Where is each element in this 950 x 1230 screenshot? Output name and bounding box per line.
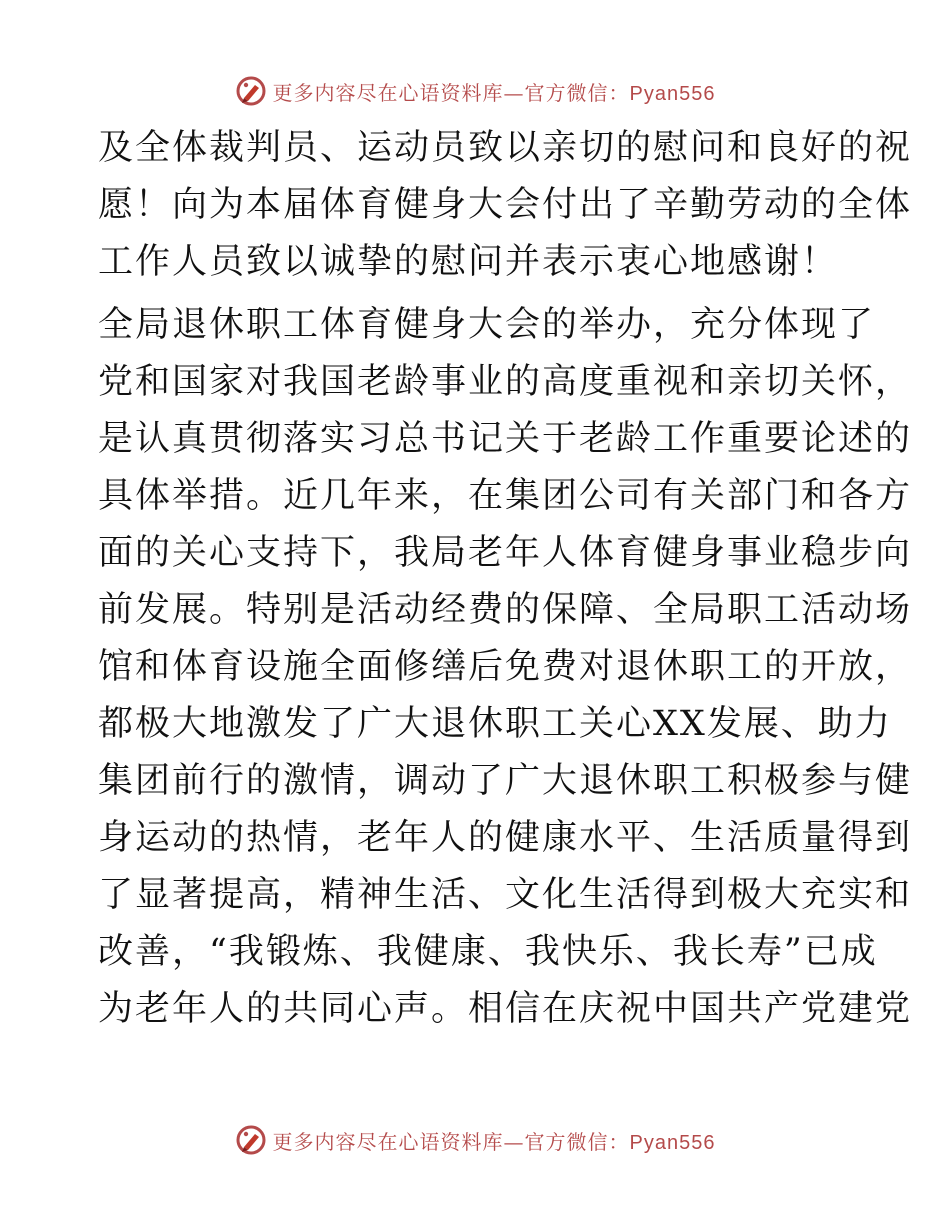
pen-logo-icon [235, 1124, 267, 1156]
text-line: 集团前行的激情，调动了广大退休职工积极参与健 [98, 761, 913, 801]
paragraph-1 [98, 120, 913, 291]
document-body [98, 120, 913, 1038]
pen-logo-icon [235, 75, 267, 107]
footer-banner-main: 更多内容尽在心语资料库 [272, 1129, 504, 1154]
text-line: 都极大地激发了广大退休职工关心XX发展、助力 [98, 704, 892, 744]
text-line: 改善，“我锻炼、我健康、我快乐、我长寿”已成 [98, 932, 878, 972]
text-line: 愿！向为本届体育健身大会付出了辛勤劳动的全体 [98, 185, 913, 225]
header-banner-main: 更多内容尽在心语资料库 [272, 80, 504, 105]
footer-banner [0, 1120, 950, 1160]
footer-banner-dash: — [503, 1129, 525, 1154]
footer-banner-wechat: 官方微信：Pyan556 [524, 1131, 716, 1154]
text-line: 及全体裁判员、运动员致以亲切的慰问和良好的祝 [98, 128, 913, 168]
header-banner-dash: — [503, 80, 525, 105]
text-line: 工作人员致以诚挚的慰问并表示衷心地感谢！ [98, 242, 839, 282]
header-banner [0, 71, 950, 111]
text-line: 身运动的热情，老年人的健康水平、生活质量得到 [98, 818, 913, 858]
text-line: 面的关心支持下，我局老年人体育健身事业稳步向 [98, 533, 913, 573]
text-line: 党和国家对我国老龄事业的高度重视和亲切关怀， [98, 362, 913, 402]
text-line: 了显著提高，精神生活、文化生活得到极大充实和 [98, 875, 913, 915]
text-line: 为老年人的共同心声。相信在庆祝中国共产党建党 [98, 989, 913, 1029]
text-line: 馆和体育设施全面修缮后免费对退休职工的开放， [98, 647, 913, 687]
text-line: 前发展。特别是活动经费的保障、全局职工活动场 [98, 590, 913, 630]
header-banner-text [273, 77, 716, 106]
header-banner-wechat: 官方微信：Pyan556 [524, 82, 716, 105]
text-line: 全局退休职工体育健身大会的举办，充分体现了 [98, 305, 876, 345]
paragraph-2 [98, 297, 913, 1038]
text-line: 是认真贯彻落实习总书记关于老龄工作重要论述的 [98, 419, 913, 459]
text-line: 具体举措。近几年来，在集团公司有关部门和各方 [98, 476, 913, 516]
footer-banner-text [273, 1126, 716, 1155]
